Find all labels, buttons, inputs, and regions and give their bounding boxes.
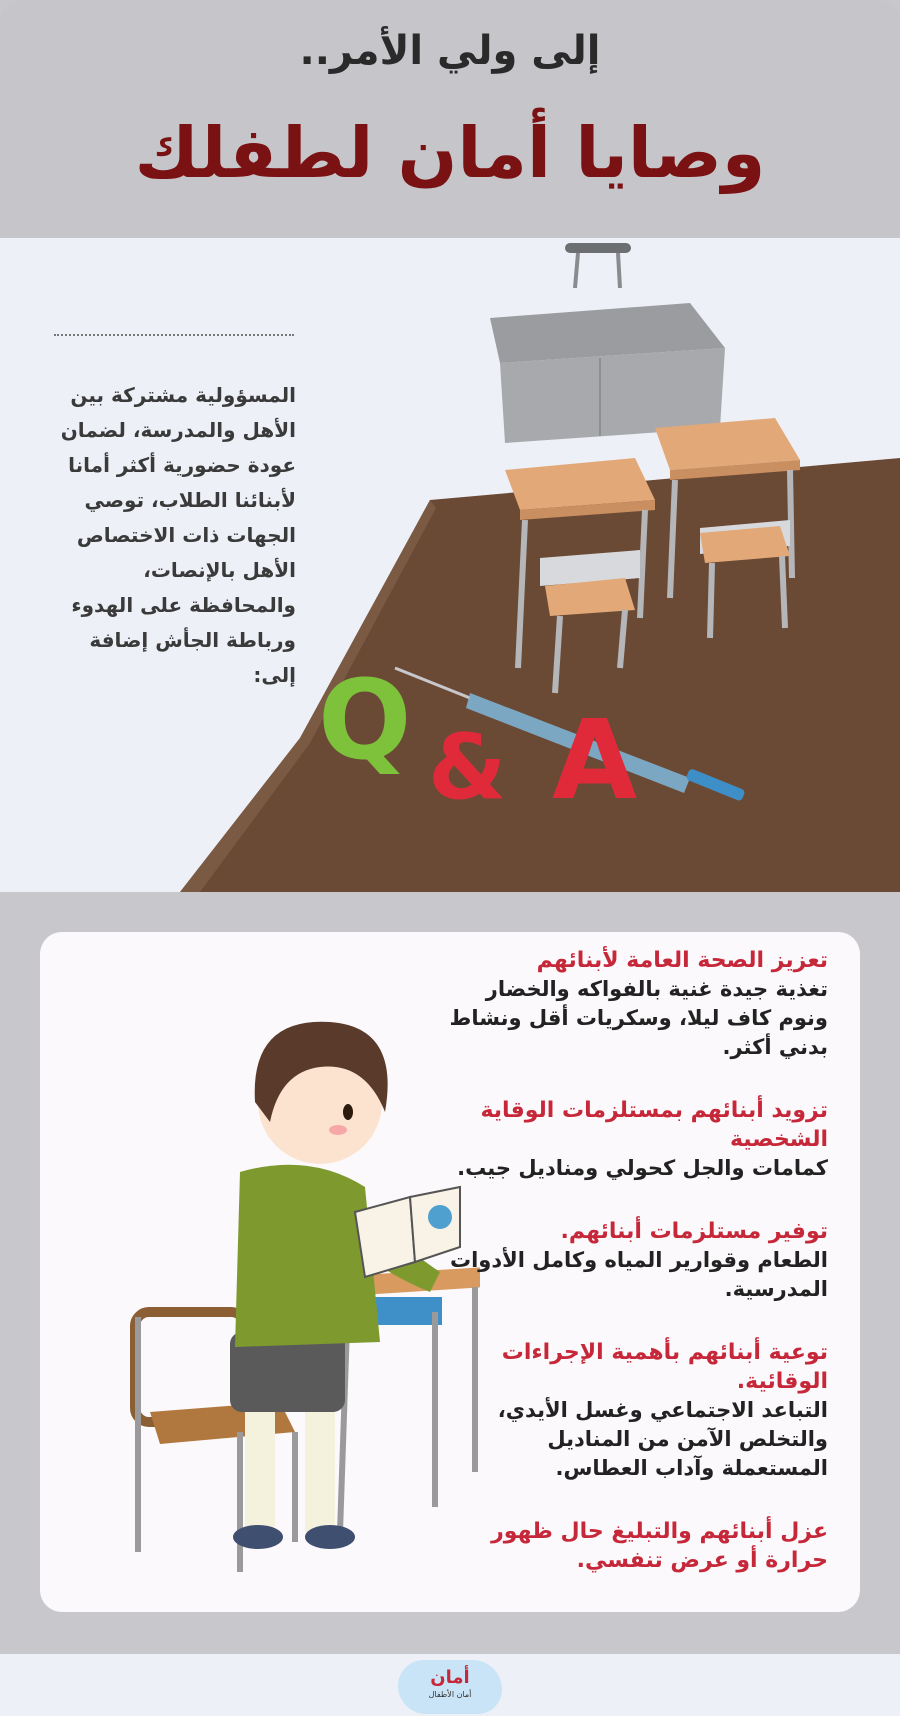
tip-item	[448, 1217, 828, 1304]
tip-heading: توعية أبنائهم بأهمية الإجراءات الوقائية.	[501, 1340, 828, 1394]
header-kicker: إلى ولي الأمر..	[299, 28, 601, 74]
tip-item	[448, 1096, 828, 1183]
letter-ampersand: &	[428, 715, 507, 820]
tip-item	[448, 1517, 828, 1575]
intro-text: المسؤولية مشتركة بين الأهل والمدرسة، لضمان عودة حضورية أكثر أمانا لأبنائنا الطلاب، توصي الجهات ذات الاختصاص الأهل بالإنصات، والمحافظة على الهدوء ورباطة الجأش إضافة إلى:	[60, 383, 296, 687]
tip-heading: تعزيز الصحة العامة لأبنائهم	[536, 948, 828, 973]
header	[0, 0, 900, 238]
chair-back	[565, 243, 631, 253]
school-chair	[135, 1312, 245, 1422]
tip-heading: توفير مستلزمات أبنائهم.	[560, 1219, 828, 1244]
boy-reading-illustration	[80, 972, 480, 1572]
book-icon	[355, 1197, 415, 1277]
page-title: وصايا أمان لطفلك	[134, 112, 766, 194]
boy-sweater	[235, 1165, 380, 1347]
tip-item	[448, 946, 828, 1062]
tip-body: الطعام وقوارير المياه وكامل الأدوات المدرسية.	[450, 1248, 828, 1301]
letter-a: A	[552, 696, 638, 824]
tip-body: تغذية جيدة غنية بالفواكه والخضار ونوم كاف ليلا، وسكريات أقل ونشاط بدني أكثر.	[449, 977, 828, 1059]
letter-q: Q	[318, 656, 412, 784]
tips-list	[448, 946, 828, 1609]
hero-section	[0, 238, 900, 892]
tip-item	[448, 1338, 828, 1483]
tips-card	[40, 932, 860, 1612]
logo-subtitle: أمان الأطفال	[428, 1690, 472, 1699]
tip-heading: تزويد أبنائهم بمستلزمات الوقاية الشخصية	[480, 1098, 828, 1152]
tip-body: التباعد الاجتماعي وغسل الأيدي، والتخلص الآمن من المناديل المستعملة وآداب العطاس.	[497, 1398, 828, 1480]
aman-logo	[398, 1660, 502, 1714]
tip-heading: عزل أبنائهم والتبليغ حال ظهور حرارة أو عرض تنفسي.	[491, 1519, 828, 1573]
tip-body: كمامات والجل كحولي ومناديل جيب.	[457, 1156, 828, 1180]
divider	[54, 334, 294, 336]
logo-word: أمان	[430, 1667, 470, 1688]
footer	[0, 1654, 900, 1716]
